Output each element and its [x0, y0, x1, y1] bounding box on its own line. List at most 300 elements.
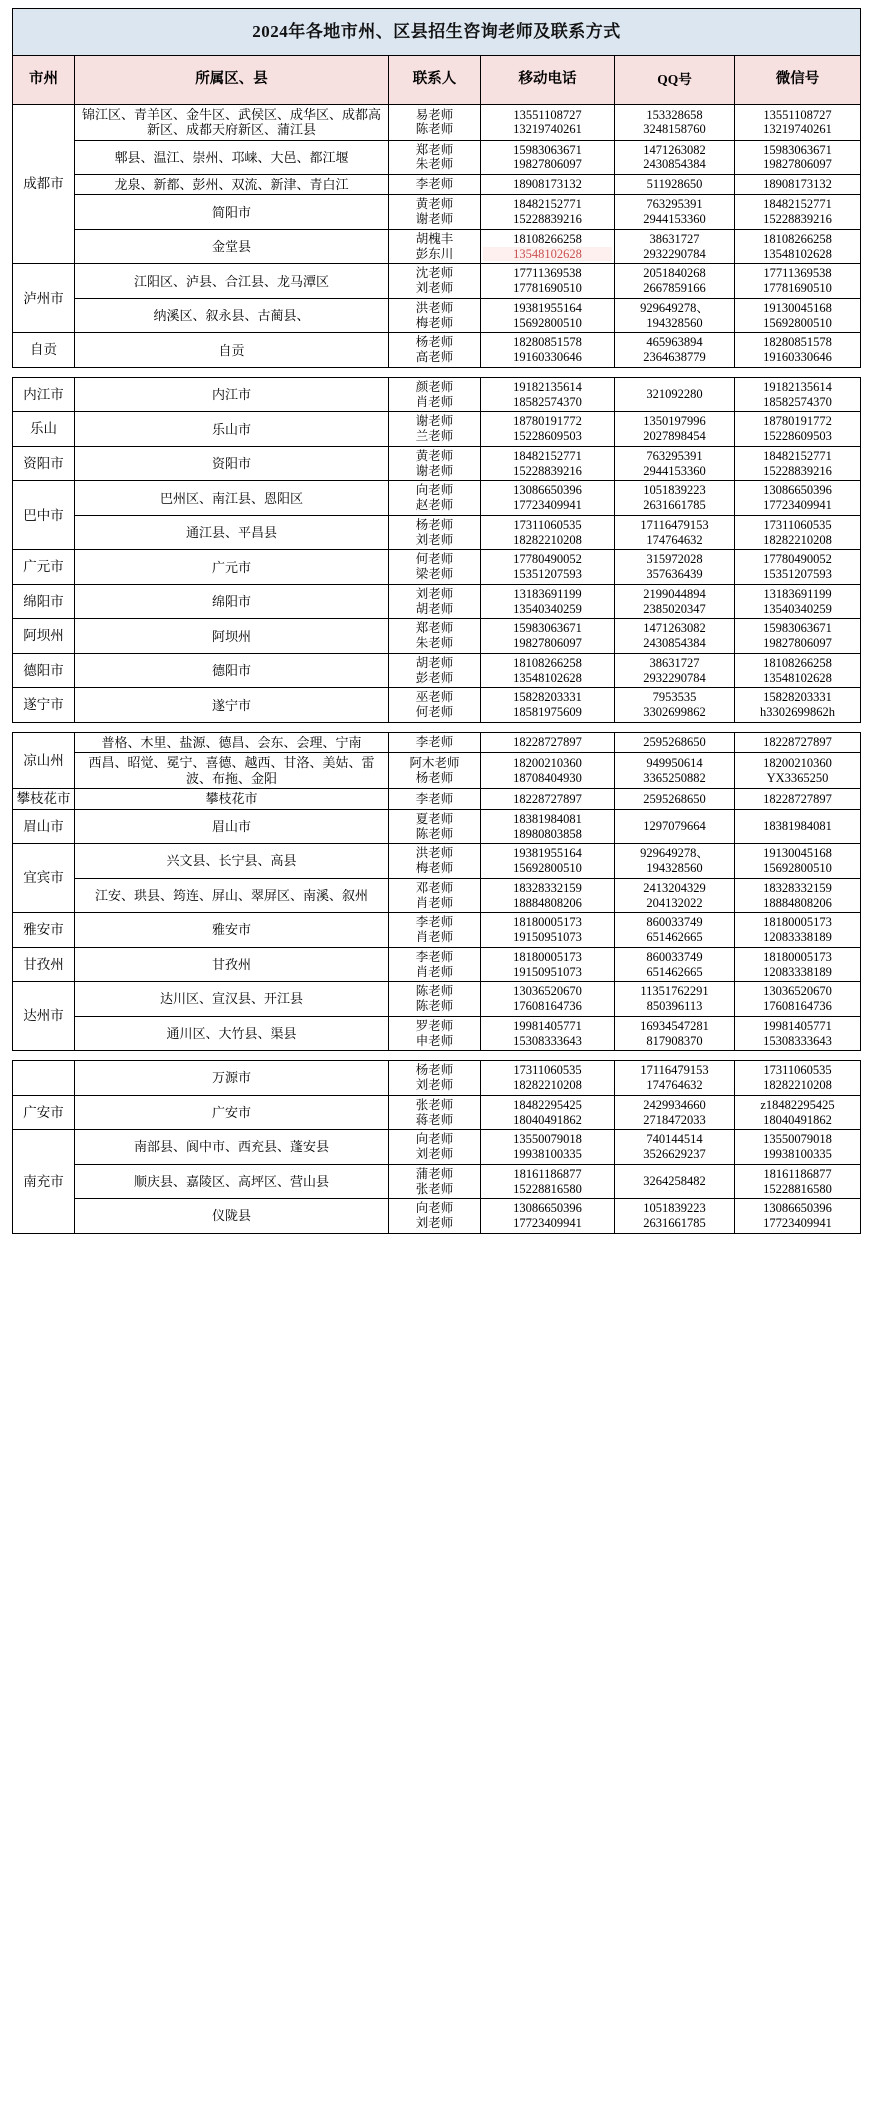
contact-person-cell	[389, 913, 481, 948]
wechat-id-cell	[735, 229, 861, 264]
contact-person-cell-line: 向老师	[415, 1201, 454, 1216]
table-row	[13, 878, 861, 913]
wechat-id-cell	[735, 653, 861, 688]
wechat-id-cell	[735, 175, 861, 195]
qq-number-cell-line: 651462665	[646, 930, 703, 945]
mobile-phone-cell-line: 13550079018	[513, 1132, 582, 1147]
qq-number-cell-line: 2718472033	[643, 1112, 706, 1127]
mobile-phone-cell	[481, 732, 615, 752]
mobile-phone-cell-line: 15983063671	[513, 621, 582, 636]
contact-person-cell-line: 刘老师	[415, 586, 454, 601]
wechat-id-cell	[735, 264, 861, 299]
mobile-phone-cell-line: 18280851578	[513, 335, 582, 350]
contact-person-cell-line: 张老师	[415, 1181, 454, 1196]
qq-number-cell	[615, 412, 735, 447]
contact-person-cell-line: 彭东川	[415, 246, 454, 261]
contact-person-cell	[389, 1130, 481, 1165]
wechat-id-cell-line: 17723409941	[763, 1216, 832, 1231]
section-gap	[13, 722, 861, 732]
area-cell: 万源市	[75, 1061, 389, 1096]
table-row	[13, 688, 861, 723]
mobile-phone-cell	[481, 1016, 615, 1051]
mobile-phone-cell	[481, 195, 615, 230]
mobile-phone-cell-line: 19827806097	[513, 636, 582, 651]
mobile-phone-cell-line: 18908173132	[513, 177, 582, 192]
mobile-phone-cell-line: 19160330646	[513, 350, 582, 365]
contact-person-cell	[389, 878, 481, 913]
section-gap-cell	[13, 1051, 861, 1061]
area-cell: 广元市	[75, 550, 389, 585]
table-row	[13, 229, 861, 264]
table-row	[13, 515, 861, 550]
qq-number-cell-line: 763295391	[646, 448, 703, 463]
table-row	[13, 333, 861, 368]
qq-number-cell-line: 2932290784	[643, 246, 706, 261]
wechat-id-cell	[735, 1199, 861, 1234]
wechat-id-cell-line: 19938100335	[763, 1147, 832, 1162]
wechat-id-cell-line: 19827806097	[763, 157, 832, 172]
area-cell: 资阳市	[75, 446, 389, 481]
page-title: 2024年各地市州、区县招生咨询老师及联系方式	[13, 9, 861, 56]
qq-number-cell-line: 153328658	[646, 107, 703, 122]
contact-person-cell-line: 巫老师	[415, 690, 454, 705]
qq-number-cell	[615, 333, 735, 368]
column-header-area: 所属区、县	[75, 56, 389, 105]
contact-person-cell-line: 杨老师	[415, 517, 454, 532]
mobile-phone-cell-line: 15692800510	[513, 315, 582, 330]
qq-number-cell-line: 2430854384	[643, 157, 706, 172]
qq-number-cell-line: 3264258482	[643, 1174, 706, 1189]
contact-person-cell-line: 高老师	[415, 350, 454, 365]
contact-person-cell-line: 陈老师	[415, 122, 454, 137]
contact-person-cell-line: 兰老师	[415, 429, 454, 444]
section-gap	[13, 367, 861, 377]
city-cell: 眉山市	[13, 809, 75, 844]
mobile-phone-cell-line: 15228816580	[513, 1181, 582, 1196]
contact-person-cell	[389, 515, 481, 550]
mobile-phone-cell-line: 17711369538	[513, 266, 582, 281]
qq-number-cell-line: 194328560	[646, 861, 703, 876]
mobile-phone-cell-line: 17781690510	[513, 281, 582, 296]
mobile-phone-cell-line: 13086650396	[513, 1201, 582, 1216]
contact-person-cell-line: 郑老师	[415, 142, 454, 157]
wechat-id-cell	[735, 140, 861, 175]
section-gap-cell	[13, 367, 861, 377]
qq-number-cell	[615, 1061, 735, 1096]
wechat-id-cell	[735, 753, 861, 789]
area-cell: 兴文县、长宁县、高县	[75, 844, 389, 879]
area-cell: 乐山市	[75, 412, 389, 447]
mobile-phone-cell-line: 18482152771	[513, 448, 582, 463]
contact-person-cell-line: 刘老师	[415, 281, 454, 296]
mobile-phone-cell-line: 18108266258	[513, 231, 582, 246]
table-row	[13, 947, 861, 982]
qq-number-cell-line: 2667859166	[643, 281, 706, 296]
contact-person-cell	[389, 1164, 481, 1199]
mobile-phone-cell-line: 19981405771	[513, 1018, 582, 1033]
contact-person-cell-line: 陈老师	[415, 999, 454, 1014]
table-row	[13, 1061, 861, 1096]
contact-person-cell-line: 颜老师	[415, 379, 454, 394]
area-cell: 通江县、平昌县	[75, 515, 389, 550]
table-row	[13, 619, 861, 654]
area-cell: 眉山市	[75, 809, 389, 844]
qq-number-cell-line: 2199044894	[643, 586, 706, 601]
mobile-phone-cell-line: 13540340259	[513, 601, 582, 616]
qq-number-cell-line: 2413204329	[643, 880, 706, 895]
mobile-phone-cell-line: 18482152771	[513, 197, 582, 212]
qq-number-cell-line: 2595268650	[643, 735, 706, 750]
table-row	[13, 1016, 861, 1051]
area-cell: 攀枝花市	[75, 788, 389, 809]
area-cell: 龙泉、新都、彭州、双流、新津、青白江	[75, 175, 389, 195]
wechat-id-cell	[735, 1130, 861, 1165]
contact-person-cell	[389, 264, 481, 299]
table-row	[13, 732, 861, 752]
column-header-person: 联系人	[389, 56, 481, 105]
wechat-id-cell-line: 18108266258	[763, 231, 832, 246]
table-row	[13, 1199, 861, 1234]
city-cell: 雅安市	[13, 913, 75, 948]
contact-person-cell-line: 肖老师	[415, 394, 454, 409]
wechat-id-cell-line: 19160330646	[763, 350, 832, 365]
wechat-id-cell-line: 13036520670	[763, 984, 832, 999]
wechat-id-cell-line: 12083338189	[763, 930, 832, 945]
wechat-id-cell	[735, 732, 861, 752]
wechat-id-cell	[735, 913, 861, 948]
qq-number-cell	[615, 982, 735, 1017]
city-cell: 巴中市	[13, 481, 75, 550]
mobile-phone-cell-line: 17311060535	[513, 1063, 582, 1078]
mobile-phone-cell-line: 15228839216	[513, 212, 582, 227]
wechat-id-cell	[735, 412, 861, 447]
contact-person-cell-line: 张老师	[415, 1097, 454, 1112]
wechat-id-cell-line: 13086650396	[763, 483, 832, 498]
contact-person-cell	[389, 1016, 481, 1051]
wechat-id-cell-line: 15228839216	[763, 212, 832, 227]
contact-person-cell-line: 朱老师	[415, 157, 454, 172]
qq-number-cell	[615, 377, 735, 412]
contact-person-cell-line: 肖老师	[415, 964, 454, 979]
city-cell: 乐山	[13, 412, 75, 447]
table-row	[13, 753, 861, 789]
mobile-phone-cell	[481, 412, 615, 447]
qq-number-cell	[615, 732, 735, 752]
mobile-phone-cell	[481, 264, 615, 299]
mobile-phone-cell	[481, 1164, 615, 1199]
table-row	[13, 1095, 861, 1130]
qq-number-cell	[615, 688, 735, 723]
qq-number-cell	[615, 653, 735, 688]
wechat-id-cell-line: 17608164736	[763, 999, 832, 1014]
contact-person-cell	[389, 175, 481, 195]
wechat-id-cell-line: 19130045168	[763, 300, 832, 315]
qq-number-cell-line: 174764632	[646, 532, 703, 547]
contact-person-cell	[389, 753, 481, 789]
mobile-phone-cell-line: 15351207593	[513, 567, 582, 582]
mobile-phone-cell-line: 19381955164	[513, 300, 582, 315]
area-cell: 阿坝州	[75, 619, 389, 654]
qq-number-cell-line: 763295391	[646, 197, 703, 212]
wechat-id-cell-line: 15228839216	[763, 463, 832, 478]
city-cell: 成都市	[13, 105, 75, 264]
qq-number-cell-line: 2631661785	[643, 1216, 706, 1231]
mobile-phone-cell	[481, 140, 615, 175]
qq-number-cell	[615, 809, 735, 844]
wechat-id-cell	[735, 481, 861, 516]
area-cell: 绵阳市	[75, 584, 389, 619]
mobile-phone-cell	[481, 913, 615, 948]
city-cell: 内江市	[13, 377, 75, 412]
contact-person-cell	[389, 195, 481, 230]
contact-person-cell	[389, 809, 481, 844]
qq-number-cell	[615, 298, 735, 333]
contact-person-cell-line: 夏老师	[415, 811, 454, 826]
mobile-phone-cell-line: 13086650396	[513, 483, 582, 498]
wechat-id-cell-line: 15983063671	[763, 621, 832, 636]
mobile-phone-cell	[481, 688, 615, 723]
mobile-phone-cell	[481, 1095, 615, 1130]
table-row	[13, 1130, 861, 1165]
mobile-phone-cell	[481, 788, 615, 809]
mobile-phone-cell-line: 18228727897	[513, 735, 582, 750]
contact-person-cell-line: 梁老师	[415, 567, 454, 582]
contact-person-cell-line: 蒋老师	[415, 1112, 454, 1127]
mobile-phone-cell-line: 18581975609	[513, 705, 582, 720]
qq-number-cell	[615, 105, 735, 141]
mobile-phone-cell-line: 18282210208	[513, 1078, 582, 1093]
wechat-id-cell-line: 17311060535	[763, 517, 832, 532]
mobile-phone-cell	[481, 333, 615, 368]
mobile-phone-cell	[481, 515, 615, 550]
contact-person-cell	[389, 653, 481, 688]
area-cell: 达川区、宣汉县、开江县	[75, 982, 389, 1017]
mobile-phone-cell-line: 18180005173	[513, 915, 582, 930]
contact-person-cell	[389, 412, 481, 447]
city-cell: 遂宁市	[13, 688, 75, 723]
qq-number-cell	[615, 175, 735, 195]
wechat-id-cell	[735, 550, 861, 585]
contact-person-cell-line: 沈老师	[415, 266, 454, 281]
contact-person-cell	[389, 788, 481, 809]
contact-person-cell	[389, 688, 481, 723]
wechat-id-cell-line: 18282210208	[763, 1078, 832, 1093]
contact-person-cell-line: 阿木老师	[409, 755, 460, 770]
contact-person-cell-line: 肖老师	[415, 930, 454, 945]
qq-number-cell-line: 174764632	[646, 1078, 703, 1093]
qq-number-cell-line: 3248158760	[643, 122, 706, 137]
wechat-id-cell	[735, 584, 861, 619]
qq-number-cell-line: 17116479153	[640, 517, 709, 532]
qq-number-cell-line: 949950614	[646, 755, 703, 770]
contact-person-cell-line: 陈老师	[415, 826, 454, 841]
city-cell: 达州市	[13, 982, 75, 1051]
wechat-id-cell-line: 18482152771	[763, 448, 832, 463]
mobile-phone-cell-line: 19827806097	[513, 157, 582, 172]
qq-number-cell-line: 321092280	[646, 387, 703, 402]
contact-person-cell	[389, 1095, 481, 1130]
qq-number-cell-line: 1471263082	[643, 142, 706, 157]
qq-number-cell	[615, 1095, 735, 1130]
area-cell: 广安市	[75, 1095, 389, 1130]
qq-number-cell-line: 11351762291	[640, 984, 709, 999]
contact-person-cell	[389, 298, 481, 333]
column-header-phone: 移动电话	[481, 56, 615, 105]
city-cell: 绵阳市	[13, 584, 75, 619]
qq-number-cell-line: 929649278、	[640, 846, 709, 861]
contact-person-cell-line: 申老师	[415, 1033, 454, 1048]
mobile-phone-cell-line: 15692800510	[513, 861, 582, 876]
qq-number-cell-line: 1350197996	[643, 414, 706, 429]
qq-number-cell-line: 315972028	[646, 552, 703, 567]
city-cell: 广安市	[13, 1095, 75, 1130]
mobile-phone-cell-line: 15228839216	[513, 463, 582, 478]
area-cell: 雅安市	[75, 913, 389, 948]
table-row	[13, 195, 861, 230]
contact-person-cell-line: 谢老师	[415, 414, 454, 429]
qq-number-cell-line: 2364638779	[643, 350, 706, 365]
qq-number-cell	[615, 446, 735, 481]
mobile-phone-cell	[481, 1199, 615, 1234]
wechat-id-cell-line: h3302699862h	[760, 705, 835, 720]
wechat-id-cell-line: 18228727897	[763, 735, 832, 750]
mobile-phone-cell-line: 13219740261	[513, 122, 582, 137]
contact-person-cell	[389, 333, 481, 368]
mobile-phone-cell	[481, 653, 615, 688]
contact-person-cell-line: 刘老师	[415, 1147, 454, 1162]
table-row	[13, 1164, 861, 1199]
qq-number-cell-line: 860033749	[646, 915, 703, 930]
contact-person-cell	[389, 481, 481, 516]
contact-person-cell	[389, 550, 481, 585]
mobile-phone-cell	[481, 753, 615, 789]
wechat-id-cell-line: 15351207593	[763, 567, 832, 582]
table-row	[13, 298, 861, 333]
qq-number-cell	[615, 947, 735, 982]
qq-number-cell	[615, 584, 735, 619]
mobile-phone-cell-line: 18228727897	[513, 791, 582, 806]
qq-number-cell	[615, 140, 735, 175]
contact-person-cell	[389, 377, 481, 412]
table-row	[13, 844, 861, 879]
area-cell: 简阳市	[75, 195, 389, 230]
qq-number-cell-line: 929649278、	[640, 300, 709, 315]
wechat-id-cell	[735, 333, 861, 368]
qq-number-cell-line: 2429934660	[643, 1097, 706, 1112]
qq-number-cell-line: 1051839223	[643, 483, 706, 498]
area-cell: 普格、木里、盐源、德昌、会东、会理、宁南	[75, 732, 389, 752]
area-cell: 仪陇县	[75, 1199, 389, 1234]
mobile-phone-cell	[481, 175, 615, 195]
qq-number-cell	[615, 878, 735, 913]
area-cell: 西昌、昭觉、冕宁、喜德、越西、甘洛、美姑、雷波、布拖、金阳	[75, 753, 389, 789]
mobile-phone-cell-line: 17723409941	[513, 498, 582, 513]
area-cell: 通川区、大竹县、渠县	[75, 1016, 389, 1051]
table-row	[13, 584, 861, 619]
city-cell: 甘孜州	[13, 947, 75, 982]
mobile-phone-cell-line: 18328332159	[513, 880, 582, 895]
table-row	[13, 140, 861, 175]
qq-number-cell-line: 1051839223	[643, 1201, 706, 1216]
contact-person-cell-line: 李老师	[415, 791, 454, 806]
wechat-id-cell-line: 15692800510	[763, 861, 832, 876]
wechat-id-cell	[735, 105, 861, 141]
mobile-phone-cell	[481, 446, 615, 481]
wechat-id-cell	[735, 1164, 861, 1199]
area-cell: 德阳市	[75, 653, 389, 688]
mobile-phone-cell-line: 18482295425	[513, 1097, 582, 1112]
wechat-id-cell-line: 12083338189	[763, 964, 832, 979]
mobile-phone-cell-line: 18200210360	[513, 755, 582, 770]
wechat-id-cell	[735, 446, 861, 481]
contact-person-cell	[389, 844, 481, 879]
qq-number-cell	[615, 515, 735, 550]
qq-number-cell	[615, 550, 735, 585]
contact-person-cell-line: 黄老师	[415, 448, 454, 463]
wechat-id-cell	[735, 515, 861, 550]
contact-person-cell-line: 李老师	[415, 949, 454, 964]
contact-person-cell	[389, 947, 481, 982]
wechat-id-cell-line: 17723409941	[763, 498, 832, 513]
contact-person-cell-line: 洪老师	[415, 846, 454, 861]
contact-person-cell-line: 陈老师	[415, 984, 454, 999]
wechat-id-cell-line: 13540340259	[763, 601, 832, 616]
mobile-phone-cell	[481, 1061, 615, 1096]
mobile-phone-cell-line: 17608164736	[513, 999, 582, 1014]
qq-number-cell	[615, 619, 735, 654]
area-cell: 顺庆县、嘉陵区、高坪区、营山县	[75, 1164, 389, 1199]
mobile-phone-cell	[481, 298, 615, 333]
wechat-id-cell-line: 17780490052	[763, 552, 832, 567]
qq-number-cell-line: 651462665	[646, 964, 703, 979]
mobile-phone-cell-line: 18582574370	[513, 394, 582, 409]
contact-person-cell-line: 胡老师	[415, 601, 454, 616]
mobile-phone-cell	[481, 550, 615, 585]
wechat-id-cell-line: YX3365250	[766, 770, 829, 785]
wechat-id-cell-line: 18780191772	[763, 414, 832, 429]
wechat-id-cell	[735, 1016, 861, 1051]
table-row	[13, 809, 861, 844]
wechat-id-cell-line: 17311060535	[763, 1063, 832, 1078]
mobile-phone-cell-line: 15308333643	[513, 1033, 582, 1048]
contact-person-cell	[389, 140, 481, 175]
qq-number-cell-line: 2027898454	[643, 429, 706, 444]
mobile-phone-cell	[481, 481, 615, 516]
contact-person-cell-line: 李老师	[415, 735, 454, 750]
mobile-phone-cell-line: 18180005173	[513, 949, 582, 964]
qq-number-cell-line: 511928650	[646, 177, 703, 192]
area-cell: 金堂县	[75, 229, 389, 264]
mobile-phone-cell	[481, 878, 615, 913]
wechat-id-cell-line: 19182135614	[763, 379, 832, 394]
contact-person-cell-line: 谢老师	[415, 463, 454, 478]
contact-person-cell	[389, 229, 481, 264]
wechat-id-cell-line: 17711369538	[763, 266, 832, 281]
wechat-id-cell-line: 18282210208	[763, 532, 832, 547]
wechat-id-cell	[735, 878, 861, 913]
contacts-table	[12, 8, 861, 1234]
mobile-phone-cell-line: 13183691199	[513, 586, 582, 601]
wechat-id-cell-line: 15228609503	[763, 429, 832, 444]
column-header-city: 市州	[13, 56, 75, 105]
mobile-phone-cell-line: 18884808206	[513, 895, 582, 910]
wechat-id-cell	[735, 947, 861, 982]
area-cell: 甘孜州	[75, 947, 389, 982]
mobile-phone-cell-line: 15983063671	[513, 142, 582, 157]
wechat-id-cell-line: 15828203331	[763, 690, 832, 705]
contact-person-cell-line: 黄老师	[415, 197, 454, 212]
mobile-phone-cell	[481, 1130, 615, 1165]
